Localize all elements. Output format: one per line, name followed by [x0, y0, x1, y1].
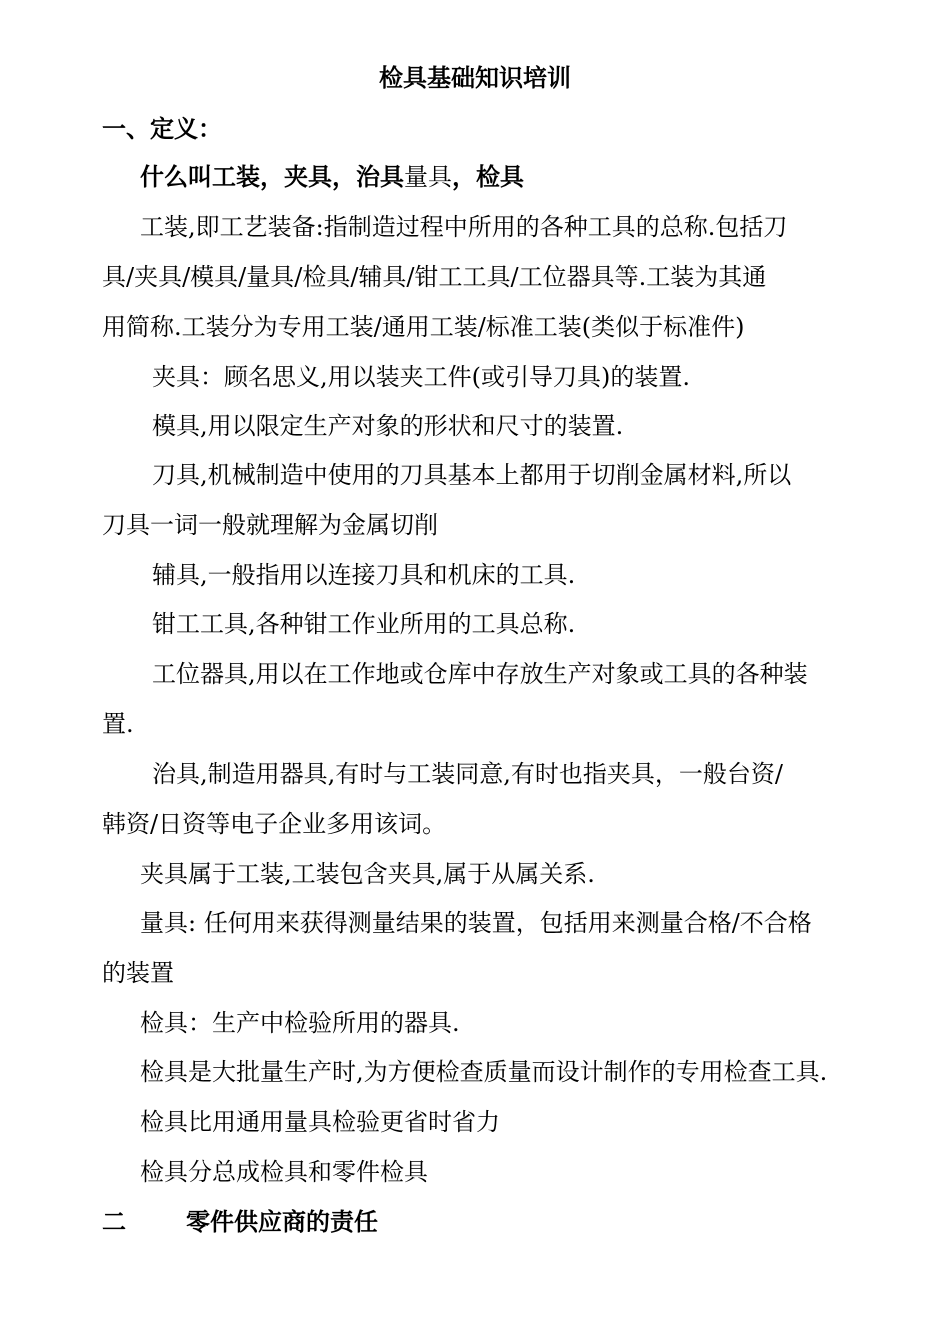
- paragraph-line: 刀具一词一般就理解为金属切削: [102, 511, 438, 539]
- document-title: 检具基础知识培训: [379, 63, 571, 92]
- section-2-number: 二: [102, 1207, 126, 1236]
- paragraph-line: 用简称.工装分为专用工装/通用工装/标准工装(类似于标准件): [102, 313, 745, 341]
- section-2-title: 零件供应商的责任: [186, 1207, 378, 1236]
- subheading-bold-part-1: 什么叫工装，夹具，治具: [140, 162, 404, 191]
- paragraph-line: 工位器具,用以在工作地或仓库中存放生产对象或工具的各种装: [152, 660, 808, 688]
- paragraph-line: 工装,即工艺装备:指制造过程中所用的各种工具的总称.包括刀: [140, 213, 788, 241]
- paragraph-line: 治具,制造用器具,有时与工装同意,有时也指夹具，一般台资/: [152, 760, 783, 788]
- paragraph-line: 模具,用以限定生产对象的形状和尺寸的装置.: [152, 412, 624, 440]
- subheading-bold-part-2: ，检具: [452, 162, 524, 191]
- section-2-heading: [102, 1205, 378, 1239]
- paragraph-line: 检具是大批量生产时,为方便检查质量而设计制作的专用检查工具.: [140, 1058, 828, 1086]
- paragraph-line: 具/夹具/模具/量具/检具/辅具/钳工工具/工位器具等.工装为其通: [102, 263, 767, 291]
- section-1-heading: 一、定义：: [102, 114, 222, 143]
- paragraph-line: 置.: [102, 710, 134, 738]
- paragraph-line: 辅具,一般指用以连接刀具和机床的工具.: [152, 561, 576, 589]
- paragraph-line: 检具：生产中检验所用的器具.: [140, 1009, 460, 1037]
- section-1-subheading: [140, 160, 524, 194]
- paragraph-line: 检具比用通用量具检验更省时省力: [140, 1108, 500, 1136]
- paragraph-line: 检具分总成检具和零件检具: [140, 1158, 428, 1186]
- paragraph-line: 刀具,机械制造中使用的刀具基本上都用于切削金属材料,所以: [152, 461, 792, 489]
- paragraph-line: 的装置: [102, 959, 174, 987]
- paragraph-line: 夹具：顾名思义,用以装夹工件(或引导刀具)的装置.: [152, 363, 690, 391]
- paragraph-line: 夹具属于工装,工装包含夹具,属于从属关系.: [140, 860, 595, 888]
- paragraph-line: 钳工工具,各种钳工作业所用的工具总称.: [152, 610, 576, 638]
- subheading-normal-part: 量具: [404, 163, 452, 191]
- paragraph-line: 量具: 任何用来获得测量结果的装置，包括用来测量合格/不合格: [140, 909, 812, 937]
- paragraph-line: 韩资/日资等电子企业多用该词。: [102, 810, 447, 838]
